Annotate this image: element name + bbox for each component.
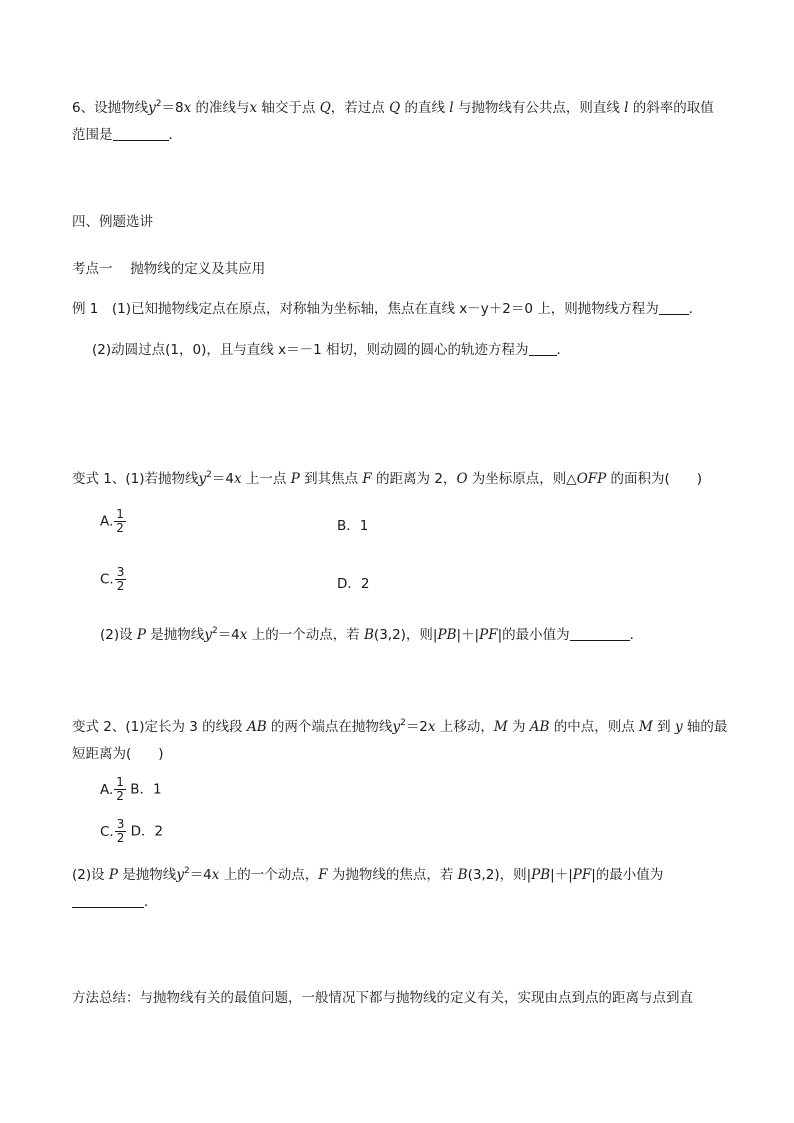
text: 的距离为 2， [371, 471, 457, 487]
variant-1-option-b[interactable]: B．1 [337, 518, 369, 534]
answer-blank[interactable] [570, 626, 630, 641]
variant-1-question-2 [100, 621, 734, 645]
variant-2-option-b[interactable]: B．1 [125, 781, 162, 798]
math-var: y [392, 719, 401, 735]
text: ． [168, 127, 182, 143]
text: (2)设 [100, 627, 137, 643]
math-var: l [624, 100, 629, 116]
exponent: 2 [400, 718, 406, 728]
text: |＋| [456, 627, 480, 643]
math-var: y [148, 100, 156, 116]
exponent: 2 [211, 626, 218, 636]
numerator: 1 [116, 775, 124, 789]
fraction [115, 566, 127, 593]
math-var: AB [246, 719, 267, 735]
math-var: OFP [576, 471, 607, 487]
math-var: M [639, 719, 653, 735]
answer-blank[interactable] [529, 341, 557, 356]
variant-1-option-d[interactable]: D．2 [337, 576, 370, 592]
text: ． [144, 894, 158, 910]
math-var: x [233, 471, 242, 487]
math-var: x [427, 719, 436, 735]
option-label: C. [100, 823, 114, 840]
text: ＝8 [161, 100, 184, 116]
text: (3,2)，则| [373, 627, 438, 643]
text: 的中点，则点 [549, 719, 640, 735]
text: 到 [652, 719, 675, 735]
math-var: x [239, 627, 248, 643]
math-var: y [198, 471, 207, 487]
text: 为 [507, 719, 530, 735]
math-var: PF [479, 627, 498, 643]
text: 上移动， [435, 719, 494, 735]
text: ． [688, 301, 703, 317]
text: (2)动圆过点(1，0)，且与直线 x＝－1 相切，则动圆的圆心的轨迹方程为 [92, 342, 529, 358]
option-label: A. [100, 781, 114, 798]
example-1-part-1 [72, 299, 734, 319]
answer-blank[interactable] [72, 893, 144, 908]
section-title: 四、例题选讲 [72, 214, 153, 230]
variant-2-options-ab [100, 776, 162, 803]
math-var: F [362, 471, 372, 487]
math-var: P [108, 867, 119, 883]
variant-1-option-c[interactable] [100, 566, 126, 593]
text: |的最小值为 [497, 627, 570, 643]
text: 为抛物线的焦点，若 [327, 867, 458, 883]
text: 上的一个动点， [219, 867, 319, 883]
math-var: l [449, 100, 454, 116]
text: 是抛物线 [146, 627, 205, 643]
text: ． [629, 627, 644, 643]
method-summary: 方法总结：与抛物线有关的最值问题，一般情况下都与抛物线的定义有关，实现由点到点的距离与点到直 [72, 990, 693, 1006]
math-var: O [456, 471, 468, 487]
question-6-line-1 [72, 94, 734, 118]
exponent: 2 [155, 99, 162, 109]
exponent: 2 [183, 866, 190, 876]
math-var: F [318, 867, 328, 883]
variant-2-question-2-line-1 [72, 861, 734, 885]
example-1-part-2 [92, 340, 734, 360]
numerator: 3 [116, 565, 125, 579]
variant-1-question-1 [72, 465, 734, 489]
variant-2-question-1-line-2: 短距离为( ) [72, 746, 164, 762]
math-var: PB [531, 867, 551, 883]
option-label: A. [100, 513, 114, 530]
text: 的斜率的取值 [628, 100, 714, 116]
variant-2-question-2-line-2 [72, 892, 734, 912]
question-6-line-2 [72, 125, 734, 145]
math-var: PF [572, 867, 592, 883]
variant-2-options-cd [100, 818, 163, 845]
math-var: B [364, 627, 374, 643]
text: 上的一个动点，若 [247, 627, 364, 643]
text: 为坐标原点，则△ [467, 471, 577, 487]
math-var: M [493, 719, 508, 735]
text: 范围是 [72, 127, 113, 143]
text: |的最小值为 [591, 867, 664, 883]
fraction [114, 776, 126, 803]
text: 轴交于点 [257, 100, 320, 116]
text: 的两个端点在抛物线 [266, 719, 393, 735]
math-var: x [249, 100, 258, 116]
text: 变式 2、(1)定长为 3 的线段 [72, 719, 247, 735]
variant-2-option-d[interactable]: D．2 [126, 823, 164, 840]
text: 是抛物线 [118, 867, 177, 883]
text: 的准线与 [191, 100, 250, 116]
math-var: y [176, 867, 184, 883]
answer-blank[interactable] [113, 126, 169, 141]
fraction [114, 508, 126, 535]
option-label: C. [100, 571, 114, 588]
text: 与抛物线有公共点，则直线 [453, 100, 625, 116]
text: 上一点 [241, 471, 291, 487]
denominator: 2 [116, 521, 124, 535]
text: 变式 1、(1)若抛物线 [72, 471, 199, 487]
text: ＝2 [405, 719, 428, 735]
math-var: P [136, 627, 147, 643]
numerator: 3 [116, 817, 125, 831]
text: (3,2)，则| [467, 867, 532, 883]
math-var: y [674, 719, 683, 735]
text: 轴的最 [682, 719, 728, 735]
text: 例 1 (1)已知抛物线定点在原点，对称轴为坐标轴，焦点在直线 x－y＋2＝0 上，则抛物线方程为 [72, 301, 659, 317]
math-var: PB [437, 627, 457, 643]
variant-2-option-a[interactable] [100, 775, 126, 803]
text: |＋| [550, 867, 573, 883]
math-var: AB [529, 719, 550, 735]
denominator: 2 [116, 789, 124, 803]
text: ． [556, 342, 570, 358]
denominator: 2 [116, 579, 125, 593]
math-var: Q [319, 100, 331, 116]
variant-2-question-1-line-1 [72, 713, 734, 737]
numerator: 1 [116, 507, 124, 521]
fraction [115, 818, 127, 845]
math-var: B [457, 867, 468, 883]
answer-blank[interactable] [659, 300, 689, 315]
math-var: x [183, 100, 192, 116]
text: ＝4 [217, 627, 240, 643]
math-var: x [211, 867, 220, 883]
text: 的直线 [400, 100, 450, 116]
text: 6、设抛物线 [72, 100, 149, 116]
variant-2-option-c[interactable] [100, 817, 126, 845]
text: ＝4 [189, 867, 212, 883]
exponent: 2 [206, 470, 212, 480]
text: ，若过点 [330, 100, 390, 116]
math-var: y [204, 627, 212, 643]
kaodian-title: 考点一 抛物线的定义及其应用 [72, 261, 266, 277]
text: 到其焦点 [299, 471, 363, 487]
denominator: 2 [116, 831, 125, 845]
math-var: Q [389, 100, 401, 116]
text: 的面积为( ) [606, 471, 703, 487]
text: ＝4 [211, 471, 234, 487]
math-var: P [290, 471, 300, 487]
variant-1-option-a[interactable] [100, 508, 126, 535]
text: (2)设 [72, 867, 109, 883]
